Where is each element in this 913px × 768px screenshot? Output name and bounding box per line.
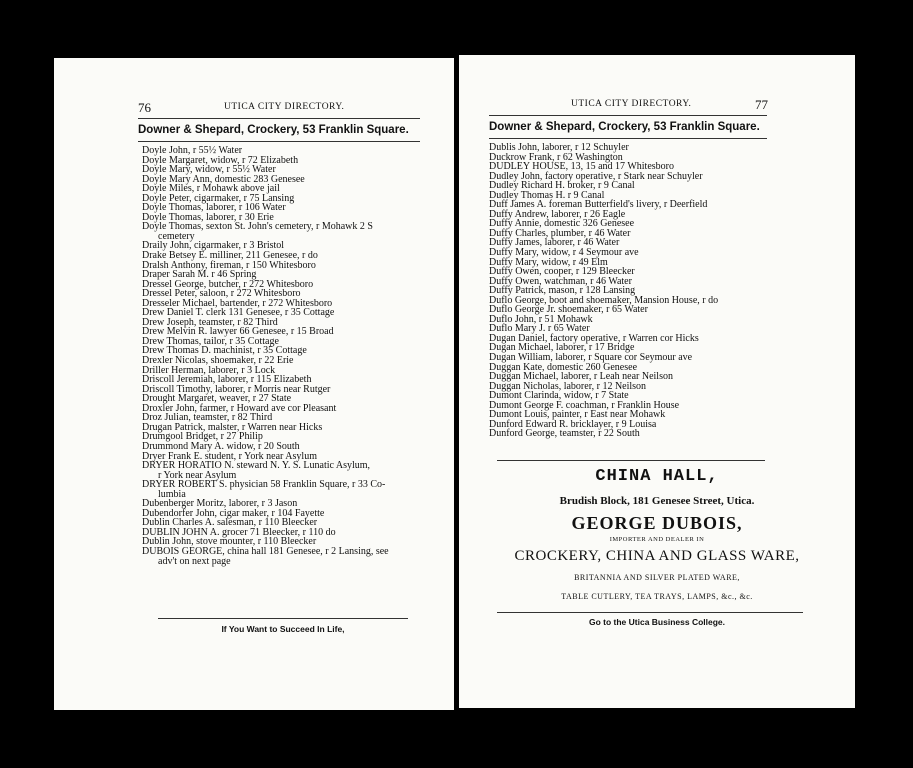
directory-entry: Dublin John, stove mounter, r 110 Bleecker — [142, 536, 317, 548]
directory-entry: Dunford Edward R. bricklayer, r 9 Louisa — [489, 418, 657, 430]
directory-entries — [142, 146, 389, 566]
directory-entry: Duflo John, r 51 Mohawk — [489, 313, 593, 325]
directory-entry: Dressel George, butcher, r 272 Whitesboro — [142, 278, 314, 290]
directory-entry: Drew Daniel T. clerk 131 Genesee, r 35 Cottage — [142, 307, 335, 319]
divider — [158, 618, 408, 619]
directory-entry: Duggan Nicholas, laborer, r 12 Neilson — [489, 380, 647, 392]
directory-entry: cemetery — [158, 230, 195, 242]
divider — [497, 612, 803, 613]
directory-entry: Duffy James, laborer, r 46 Water — [489, 237, 620, 249]
directory-entry: Duckrow Frank, r 62 Washington — [489, 151, 623, 163]
directory-entry: Doyle Thomas, laborer, r 106 Water — [142, 202, 286, 214]
divider — [497, 460, 765, 461]
directory-entry: Drugan Patrick, malster, r Warren near Hicks — [142, 421, 323, 433]
directory-entry: Duflo George, boot and shoemaker, Mansion House, r do — [489, 294, 719, 306]
directory-entry: Droxler John, farmer, r Howard ave cor Pleasant — [142, 402, 337, 414]
directory-entry: Doyle Miles, r Mohawk above jail — [142, 183, 280, 195]
directory-entry: Dunford George, teamster, r 22 South — [489, 428, 640, 440]
advertising-banner: Downer & Shepard, Crockery, 53 Franklin Square. — [489, 115, 767, 139]
directory-entry: Dublin Charles A. salesman, r 110 Bleecker — [142, 517, 318, 529]
directory-entry: Doyle Peter, cigarmaker, r 75 Lansing — [142, 192, 295, 204]
directory-entry: Droz Julian, teamster, r 82 Third — [142, 412, 273, 424]
directory-entry: Duflo George Jr. shoemaker, r 65 Water — [489, 304, 648, 316]
page-footer: Go to the Utica Business College. — [588, 617, 726, 627]
directory-entry: Dudley Richard H. broker, r 9 Canal — [489, 180, 635, 192]
directory-entry: Drew Thomas D. machinist, r 35 Cottage — [142, 345, 307, 357]
directory-entry: Dumont Clarinda, widow, r 7 State — [489, 390, 629, 402]
directory-entry: DUDLEY HOUSE, 13, 15 and 17 Whitesboro — [489, 161, 674, 173]
ad-proprietor: GEORGE DUBOIS, — [571, 513, 743, 533]
running-head: UTICA CITY DIRECTORY. — [224, 102, 345, 112]
ad-address: Brudish Block, 181 Genesee Street, Utica. — [559, 495, 755, 507]
directory-entry: Drew Melvin R. lawyer 66 Genesee, r 15 Broad — [142, 326, 334, 338]
directory-entry: Dugan Michael, laborer, r 17 Bridge — [489, 342, 635, 354]
directory-entry: Drew Thomas, tailor, r 35 Cottage — [142, 335, 279, 347]
page-footer: If You Want to Succeed In Life, — [221, 624, 345, 634]
directory-entry: Dressel Peter, saloon, r 272 Whitesboro — [142, 288, 301, 300]
directory-entries — [489, 143, 718, 439]
directory-entry: Duffy Owen, watchman, r 46 Water — [489, 275, 632, 287]
directory-entry: Doyle Thomas, sexton St. John's cemetery, r Mohawk 2 S — [142, 221, 373, 233]
directory-entry: Drought Margaret, weaver, r 27 State — [142, 393, 292, 405]
directory-entry: Duffy Annie, domestic 326 Genesee — [489, 218, 635, 230]
directory-entry: Draily John, cigarmaker, r 3 Bristol — [142, 240, 285, 252]
directory-entry: Dubendorfer John, cigar maker, r 104 Fayette — [142, 507, 325, 519]
directory-entry: DRYER ROBERT S. physician 58 Franklin Square, r 33 Co- — [142, 479, 386, 491]
directory-entry: Dubenberger Moritz, laborer, r 3 Jason — [142, 498, 298, 510]
directory-entry: Duffy Owen, cooper, r 129 Bleecker — [489, 266, 635, 278]
directory-entry: Dresseler Michael, bartender, r 272 Whitesboro — [142, 297, 333, 309]
directory-entry: r York near Asylum — [158, 469, 237, 481]
right-page — [459, 55, 855, 708]
directory-entry: Drexler Nicolas, shoemaker, r 22 Erie — [142, 355, 294, 367]
directory-entry: Dudley Thomas H. r 9 Canal — [489, 189, 605, 201]
directory-entry: DUBOIS GEORGE, china hall 181 Genesee, r 2 Lansing, see — [142, 545, 389, 557]
running-head: UTICA CITY DIRECTORY. — [571, 99, 692, 109]
directory-entry: Duffy Andrew, laborer, r 26 Eagle — [489, 208, 626, 220]
directory-entry: Duffy Patrick, mason, r 128 Lansing — [489, 285, 636, 297]
directory-entry: Doyle John, r 55½ Water — [142, 145, 243, 156]
directory-entry: DRYER HORATIO N. steward N. Y. S. Lunatic Asylum, — [142, 460, 371, 472]
page-number: 77 — [755, 97, 768, 112]
directory-entry: Duff James A. foreman Butterfield's livery, r Deerfield — [489, 199, 708, 211]
ad-cutlery: TABLE CUTLERY, TEA TRAYS, LAMPS, &c., &c. — [561, 592, 753, 601]
directory-entry: Dumont George F. coachman, r Franklin House — [489, 399, 680, 411]
directory-entry: Duffy Mary, widow, r 49 Elm — [489, 256, 608, 268]
left-page — [54, 58, 454, 710]
directory-entry: Duffy Charles, plumber, r 46 Water — [489, 227, 631, 239]
directory-entry: Dudley John, factory operative, r Stark near Schuyler — [489, 170, 703, 182]
ad-title: CHINA HALL, — [595, 467, 719, 486]
directory-entry: Dugan William, laborer, r Square cor Seymour ave — [489, 352, 693, 364]
directory-entry: Drumgool Bridget, r 27 Philip — [142, 431, 263, 443]
directory-entry: adv't on next page — [158, 555, 231, 567]
directory-entry: Drew Joseph, teamster, r 82 Third — [142, 316, 278, 328]
directory-entry: Duffy Mary, widow, r 4 Seymour ave — [489, 247, 639, 259]
directory-entry: Duggan Michael, laborer, r Leah near Neilson — [489, 371, 673, 383]
directory-entry: DUBLIN JOHN A. grocer 71 Bleecker, r 110 do — [142, 526, 336, 538]
directory-entry: Duggan Kate, domestic 260 Genesee — [489, 361, 638, 373]
directory-entry: Draper Sarah M. r 46 Spring — [142, 269, 257, 281]
directory-entry: Doyle Mary, widow, r 55½ Water — [142, 164, 276, 176]
directory-entry: Doyle Mary Ann, domestic 283 Genesee — [142, 173, 305, 185]
directory-entry: Driscoll Jeremiah, laborer, r 115 Elizabeth — [142, 374, 312, 386]
page-number: 76 — [138, 100, 151, 115]
ad-goods: CROCKERY, CHINA AND GLASS WARE, — [514, 548, 800, 564]
directory-entry: Driller Herman, laborer, r 3 Lock — [142, 364, 276, 376]
ad-silver: BRITANNIA AND SILVER PLATED WARE, — [574, 573, 740, 582]
ad-importer: IMPORTER AND DEALER IN — [609, 536, 705, 543]
directory-entry: Drummond Mary A. widow, r 20 South — [142, 440, 300, 452]
directory-entry: Dralsh Anthony, fireman, r 150 Whitesboro — [142, 259, 316, 271]
directory-entry: Dumont Louis, painter, r East near Mohawk — [489, 409, 666, 421]
advertising-banner: Downer & Shepard, Crockery, 53 Franklin Square. — [138, 118, 420, 142]
directory-entry: Duflo Mary J. r 65 Water — [489, 323, 590, 335]
directory-entry: lumbia — [158, 488, 186, 500]
directory-entry: Dugan Daniel, factory operative, r Warren cor Hicks — [489, 332, 699, 344]
directory-entry: Dublis John, laborer, r 12 Schuyler — [489, 142, 629, 153]
directory-entry: Doyle Margaret, widow, r 72 Elizabeth — [142, 154, 299, 166]
directory-entry: Drake Betsey E. milliner, 211 Genesee, r do — [142, 250, 318, 262]
directory-entry: Driscoll Timothy, laborer, r Morris near Rutger — [142, 383, 331, 395]
directory-entry: Doyle Thomas, laborer, r 30 Erie — [142, 211, 274, 223]
directory-entry: Dryer Frank E. student, r York near Asylum — [142, 450, 317, 462]
